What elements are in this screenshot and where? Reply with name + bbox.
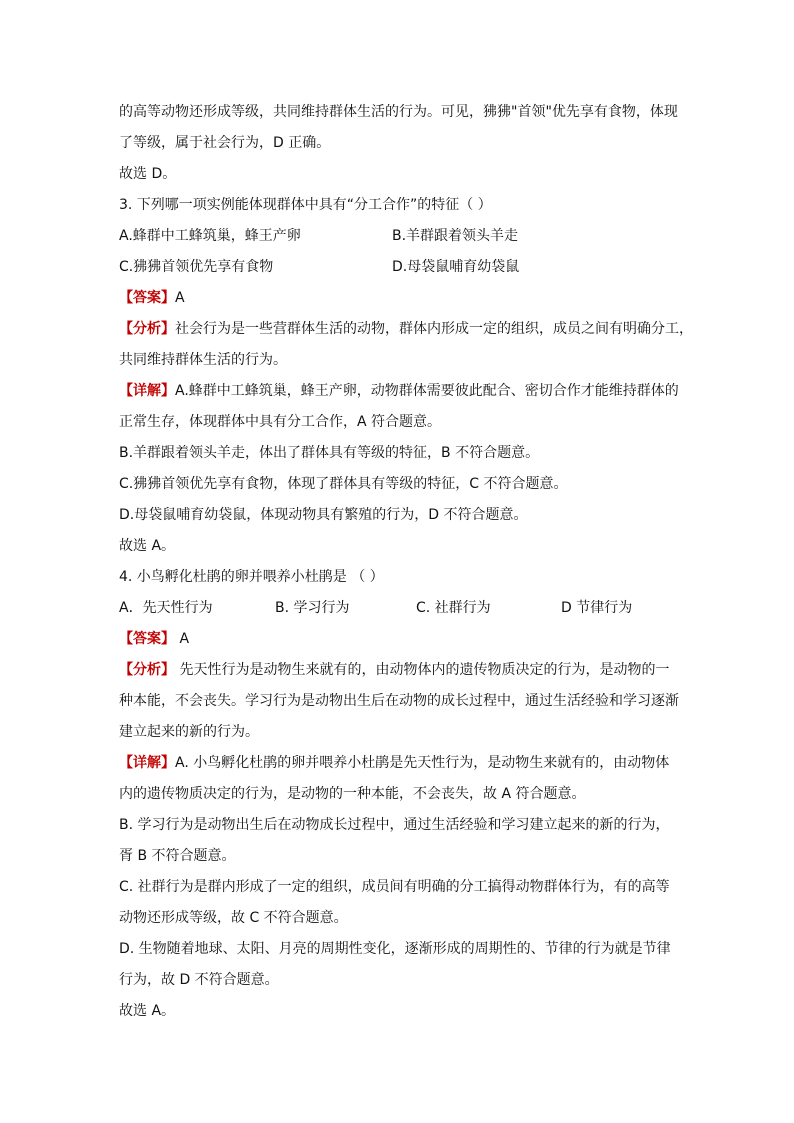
option-b: B.羊群跟着领头羊走 [392,228,519,244]
answer-tag: 【答案】 [119,290,175,306]
question-3-options-row-2 [119,252,679,283]
answer-line [119,624,679,655]
detail-text: B. 学习行为是动物出生后在动物成长过程中，通过生活经验和学习建立起来的新的行为， [119,817,670,833]
text-line: 的高等动物还形成等级，共同维持群体生活的行为。可见，狒狒"首领"优先享有食物，体现 [119,104,678,120]
answer-tag: 【答案】 [119,631,175,647]
detail-line [119,748,679,779]
question-3-stem: 3. 下列哪一项实例能体现群体中具有“分工合作”的特征（ ） [119,197,492,213]
answer-value: A [175,631,190,647]
question-4-stem: 4. 小鸟孵化杜鹃的卵并喂养小杜鹃是 （ ） [119,569,384,585]
option-c: C.狒狒首领优先享有食物 [119,259,274,275]
detail-text: A. 小鸟孵化杜鹃的卵并喂养小杜鹃是先天性行为，是动物生来就有的，由动物体 [175,755,670,771]
text-line: 了等级，属于社会行为，D 正确。 [119,135,331,151]
analysis-text: 种本能，不会丧失。学习行为是动物出生后在动物的成长过程中，通过生活经验和学习逐渐 [119,693,679,709]
detail-text: 行为，故 D 不符合题意。 [119,972,279,988]
option-b: B. 学习行为 [275,600,350,616]
detail-text: 动物还形成等级，故 C 不符合题意。 [119,910,348,926]
analysis-line [119,314,693,345]
document-body [119,97,693,1027]
option-d: D.母袋鼠哺育幼袋鼠 [392,259,520,275]
option-d: D 节律行为 [561,600,633,616]
analysis-text: 先天性行为是动物生来就有的，由动物体内的遗传物质决定的行为，是动物的一 [175,662,670,678]
detail-text: D.母袋鼠哺育幼袋鼠，体现动物具有繁殖的行为，D 不符合题意。 [119,507,528,523]
detail-text: B.羊群跟着领头羊走，体出了群体具有等级的特征，B 不符合题意。 [119,445,540,461]
detail-text: C.狒狒首领优先享有食物，体现了群体具有等级的特征，C 不符合题意。 [119,476,568,492]
conclusion-line: 故选 A。 [119,538,176,554]
detail-text: 正常生存，体现群体中具有分工合作，A 符合题意。 [119,414,442,430]
question-4-options-row [119,593,679,624]
answer-value: A [175,290,185,306]
option-a: A.蜂群中工蜂筑巢，蜂王产卵 [119,228,301,244]
detail-line [119,376,679,407]
analysis-text: 社会行为是一些营群体生活的动物，群体内形成一定的组织，成员之间有明确分工， [175,321,693,337]
analysis-tag: 【分析】 [119,321,175,337]
detail-text: D. 生物随着地球、太阳、月亮的周期性变化，逐渐形成的周期性的、节律的行为就是节律 [119,941,671,957]
analysis-text: 共同维持群体生活的行为。 [119,352,287,368]
detail-text: A.蜂群中工蜂筑巢，蜂王产卵，动物群体需要彼此配合、密切合作才能维持群体的 [175,383,679,399]
option-a: A．先天性行为 [119,600,213,616]
detail-text: 胥 B 不符合题意。 [119,848,236,864]
detail-text: 内的遗传物质决定的行为，是动物的一种本能，不会丧失，故 A 符合题意。 [119,786,586,802]
conclusion-line: 故选 A。 [119,1003,176,1019]
detail-text: C. 社群行为是群内形成了一定的组织，成员间有明确的分工搞得动物群体行为，有的高等 [119,879,670,895]
analysis-line [119,655,679,686]
detail-tag: 【详解】 [119,383,175,399]
conclusion-line: 故选 D。 [119,166,177,182]
option-c: C. 社群行为 [416,600,491,616]
analysis-tag: 【分析】 [119,662,175,678]
answer-line [119,283,679,314]
question-3-options-row-1 [119,221,679,252]
detail-tag: 【详解】 [119,755,175,771]
analysis-text: 建立起来的新的行为。 [119,724,259,740]
